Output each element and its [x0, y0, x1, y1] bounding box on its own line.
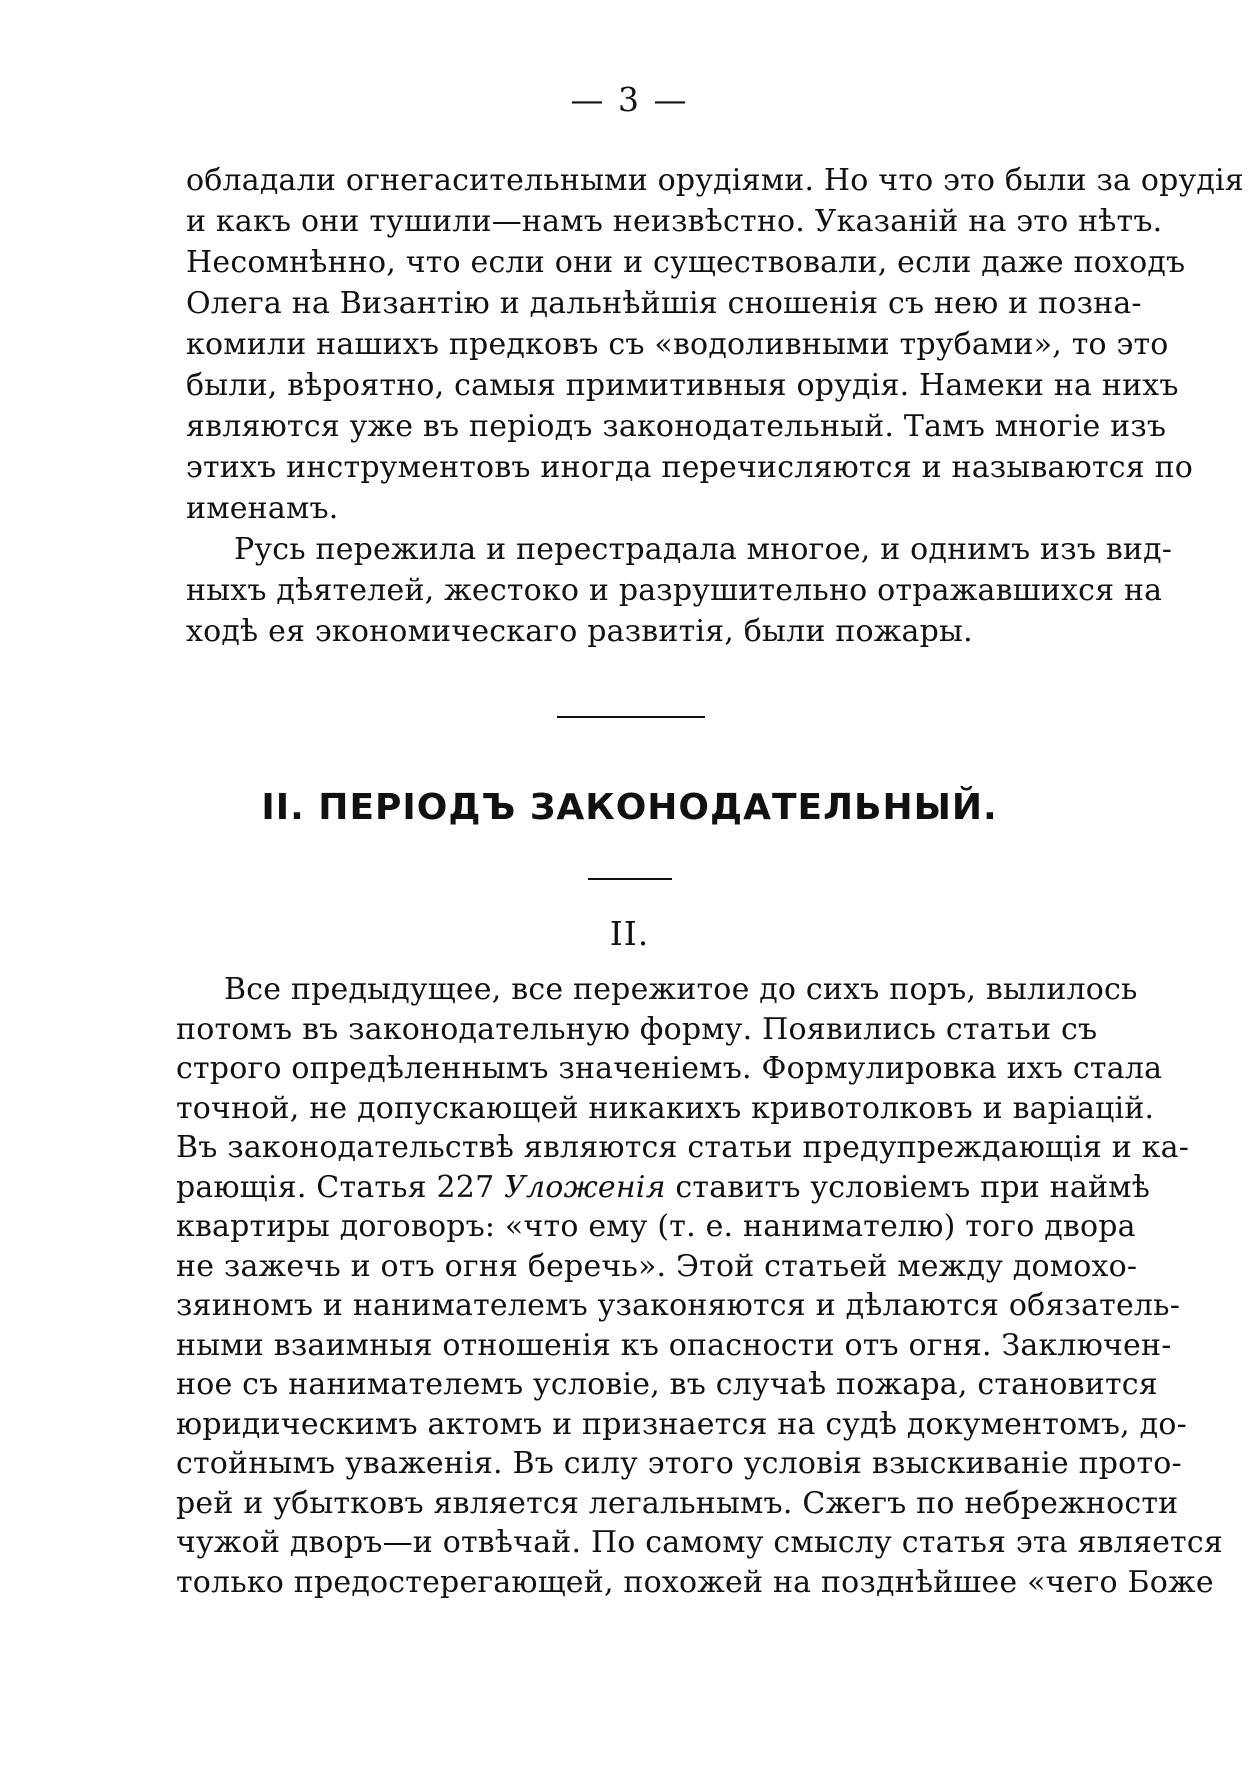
text-line: точной, не допускающей никакихъ кривотолковъ и варіацій. [176, 1090, 1155, 1126]
text-line: являются уже въ періодъ законодательный. Тамъ многіе изъ [186, 409, 1167, 444]
text-line: не зажечь и отъ огня беречь». Этой статьей между домохо- [176, 1248, 1138, 1284]
text-line: строго опредѣленнымъ значеніемъ. Формулировка ихъ стала [176, 1051, 1163, 1086]
line-text-end: ставитъ условіемъ при наймѣ [665, 1169, 1150, 1205]
text-block-lower [176, 970, 1223, 1602]
text-line: Въ законодательствѣ являются статьи предупреждающія и ка- [176, 1130, 1190, 1165]
italic-citation: Уложенія [504, 1169, 666, 1205]
text-line: Олега на Византію и дальнѣйшія сношенія съ нею и позна- [186, 286, 1142, 321]
section-heading: II. ПЕРІОДЪ ЗАКОНОДАТЕЛЬНЫЙ. [261, 787, 998, 828]
text-line-with-italic [176, 1168, 1150, 1208]
text-line: квартиры договоръ: «что ему (т. е. нанимателю) того двора [176, 1209, 1136, 1244]
heading-underline [588, 878, 672, 880]
text-line: зяиномъ и нанимателемъ узаконяются и дѣлаются обязатель- [176, 1288, 1181, 1323]
text-line: ходѣ ея экономическаго развитія, были пожары. [186, 614, 973, 649]
text-line: чужой дворъ—и отвѣчай. По самому смыслу статья эта является [176, 1525, 1223, 1560]
text-line: ное съ нанимателемъ условіе, въ случаѣ пожара, становится [176, 1367, 1158, 1402]
text-line: комили нашихъ предковъ съ «водоливными трубами», то это [186, 327, 1169, 362]
text-line: обладали огнегасительными орудіями. Но что это были за орудія [186, 163, 1244, 198]
section-divider [557, 716, 705, 718]
text-line: этихъ инструментовъ иногда перечисляются и называются по [186, 450, 1194, 485]
text-line: ныхъ дѣятелей, жестоко и разрушительно отражавшихся на [186, 573, 1163, 608]
text-line: именамъ. [186, 491, 339, 526]
text-line: юридическимъ актомъ и признается на судѣ документомъ, до- [176, 1406, 1187, 1442]
text-line: Несомнѣнно, что если они и существовали, если даже походъ [186, 245, 1186, 280]
text-line: рей и убытковъ является легальнымъ. Сжегъ по небрежности [176, 1485, 1179, 1521]
text-line: потомъ въ законодательную форму. Появились статьи съ [176, 1011, 1098, 1047]
text-block-upper [186, 160, 1244, 652]
page-number: — 3 — [570, 80, 689, 119]
text-line: Русь пережила и перестрадала многое, и однимъ изъ вид- [234, 532, 1173, 567]
paragraph-2 [186, 529, 1173, 652]
line-text-start: рающія. Статья 227 [176, 1169, 505, 1205]
text-line: только предостерегающей, похожей на позднѣйшее «чего Боже [176, 1564, 1214, 1600]
text-line: ными взаимныя отношенія къ опасности отъ огня. Заключен- [176, 1327, 1172, 1363]
paragraph-3 [176, 970, 1223, 1602]
text-line: были, вѣроятно, самыя примитивныя орудія. Намеки на нихъ [186, 368, 1179, 403]
text-line: стойнымъ уваженія. Въ силу этого условія взыскиваніе прото- [176, 1446, 1182, 1481]
text-line: и какъ они тушили—намъ неизвѣстно. Указаній на это нѣтъ. [186, 204, 1163, 239]
text-line: Все предыдущее, все пережитое до сихъ поръ, вылилось [224, 972, 1138, 1007]
paragraph-1 [186, 160, 1244, 529]
chapter-numeral: II. [609, 914, 650, 953]
